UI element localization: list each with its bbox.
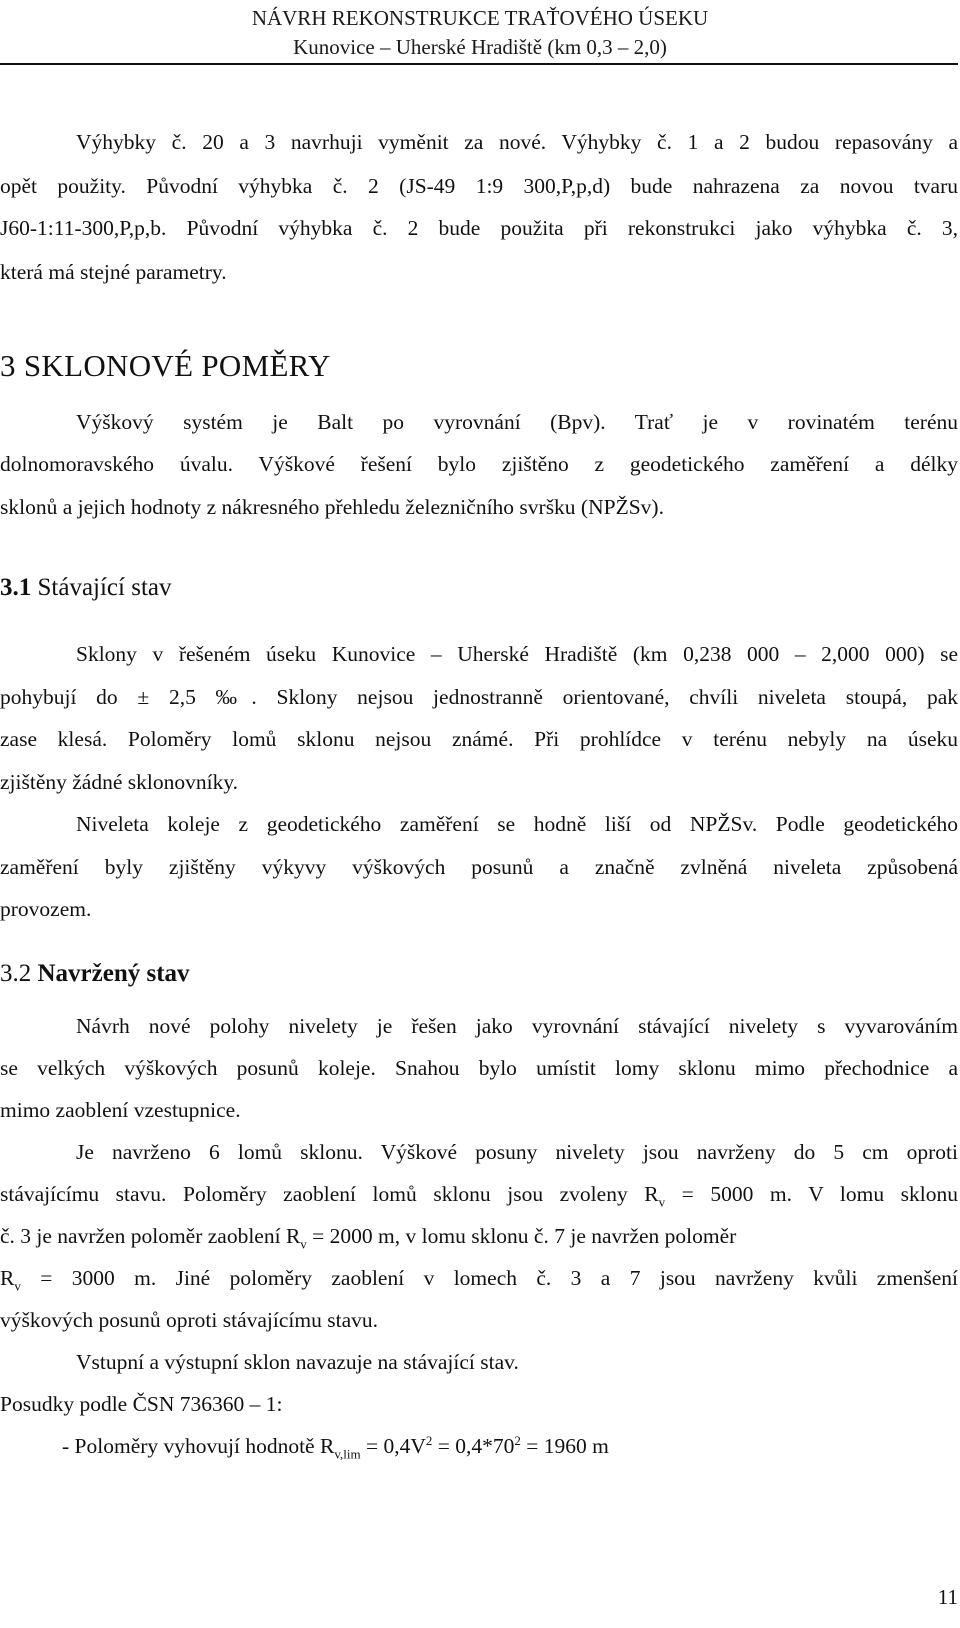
text-run: stávajícímu stavu. Poloměry zaoblení lomů sklonu jsou zvoleny R bbox=[0, 1182, 659, 1206]
header-subtitle: Kunovice – Uherské Hradiště (km 0,3 – 2,0) bbox=[293, 35, 667, 59]
section-3-line-3: sklonů a jejich hodnoty z nákresného přehledu železničního svršku (NPŽSv). bbox=[0, 495, 664, 519]
section-3-line-1: Výškový systém je Balt po vyrovnání (Bpv). Trať je v rovinatém terénu bbox=[76, 410, 958, 434]
text-run: č. 3 je navržen poloměr zaoblení R bbox=[0, 1224, 301, 1248]
section-3-2-p1-line-1: Návrh nové polohy nivelety je řešen jako vyrovnání stávající nivelety s vyvarováním bbox=[76, 1014, 958, 1038]
text-run: = 2000 m, v lomu sklonu č. 7 je navržen poloměr bbox=[306, 1224, 737, 1248]
section-3-1-p1-line-2: pohybují do ± 2,5 ‰. Sklony nejsou jednostranně orientované, chvíli niveleta stoupá, pak bbox=[0, 685, 958, 709]
section-3-2-p3: Vstupní a výstupní sklon navazuje na stávající stav. bbox=[76, 1350, 519, 1374]
intro-line-2: opět použity. Původní výhybka č. 2 (JS-49 1:9 300,P,p,d) bude nahrazena za novou tvaru bbox=[0, 174, 958, 198]
section-3-1-number: 3.1 bbox=[0, 574, 32, 601]
superscript: 2 bbox=[425, 1432, 433, 1448]
text-run: = 1960 m bbox=[520, 1434, 609, 1458]
section-3-2-p2-line-4 bbox=[0, 1256, 958, 1300]
running-header bbox=[0, 4, 960, 62]
text-run: = 5000 m. V lomu sklonu bbox=[665, 1182, 959, 1206]
text-run: = 0,4V bbox=[360, 1434, 426, 1458]
header-divider bbox=[0, 63, 958, 65]
section-3-heading: 3 SKLONOVÉ POMĚRY bbox=[0, 348, 331, 383]
section-3-2-p4: Posudky podle ČSN 736360 – 1: bbox=[0, 1392, 283, 1416]
section-3-1-p1-line-1: Sklony v řešeném úseku Kunovice – Uherské Hradiště (km 0,238 000 – 2,000 000) se bbox=[76, 642, 958, 666]
section-3-2-heading bbox=[0, 960, 190, 988]
header-title: NÁVRH REKONSTRUKCE TRAŤOVÉHO ÚSEKU bbox=[251, 6, 709, 30]
section-3-1-p2-line-1: Niveleta koleje z geodetického zaměření se hodně liší od NPŽSv. Podle geodetického bbox=[76, 812, 958, 836]
intro-line-4: která má stejné parametry. bbox=[0, 260, 227, 284]
section-3-2-p5 bbox=[62, 1424, 942, 1468]
section-3-2-p1-line-2: se velkých výškových posunů koleje. Snahou bylo umístit lomy sklonu mimo přechodnice a bbox=[0, 1056, 958, 1080]
section-3-2-number: 3.2 bbox=[0, 960, 32, 987]
section-3-2-title: Navržený stav bbox=[37, 960, 190, 987]
subscript: v bbox=[300, 1236, 307, 1252]
subscript: v,lim bbox=[334, 1446, 361, 1462]
section-3-2-p2-line-1: Je navrženo 6 lomů sklonu. Výškové posuny nivelety jsou navrženy do 5 cm oproti bbox=[76, 1140, 958, 1164]
section-3-line-2: dolnomoravského úvalu. Výškové řešení bylo zjištěno z geodetického zaměření a délky bbox=[0, 452, 958, 476]
section-3-1-p2-line-2: zaměření byly zjištěny výkyvy výškových posunů a značně zvlněná niveleta způsobená bbox=[0, 855, 958, 879]
subscript: v bbox=[14, 1278, 21, 1294]
intro-line-1: Výhybky č. 20 a 3 navrhuji vyměnit za nové. Výhybky č. 1 a 2 budou repasovány a bbox=[76, 130, 958, 154]
text-run: = 3000 m. Jiné poloměry zaoblení v lomech č. 3 a 7 jsou navrženy kvůli zmenšení bbox=[20, 1266, 958, 1290]
text-run: - Poloměry vyhovují hodnotě R bbox=[62, 1434, 335, 1458]
section-3-2-p2-line-2 bbox=[0, 1172, 958, 1216]
section-3-1-p1-line-4: zjištěny žádné sklonovníky. bbox=[0, 770, 239, 794]
section-3-2-p1-line-3: mimo zaoblení vzestupnice. bbox=[0, 1098, 241, 1122]
section-3-2-p2-line-5: výškových posunů oproti stávajícímu stavu. bbox=[0, 1308, 379, 1332]
section-3-1-p1-line-3: zase klesá. Poloměry lomů sklonu nejsou známé. Při prohlídce v terénu nebyly na úseku bbox=[0, 727, 958, 751]
intro-line-3: J60-1:11-300,P,p,b. Původní výhybka č. 2 bude použita při rekonstrukci jako výhybka č. 3, bbox=[0, 216, 958, 240]
superscript: 2 bbox=[514, 1432, 521, 1448]
text-run: = 0,4*70 bbox=[432, 1434, 515, 1458]
section-3-1-p2-line-3: provozem. bbox=[0, 897, 92, 921]
section-3-1-heading bbox=[0, 574, 172, 602]
page-number: 11 bbox=[937, 1585, 958, 1609]
subscript: v bbox=[658, 1194, 666, 1210]
section-3-2-p2-line-3 bbox=[0, 1214, 958, 1258]
section-3-1-title: Stávající stav bbox=[37, 574, 172, 601]
text-run: R bbox=[0, 1266, 15, 1290]
